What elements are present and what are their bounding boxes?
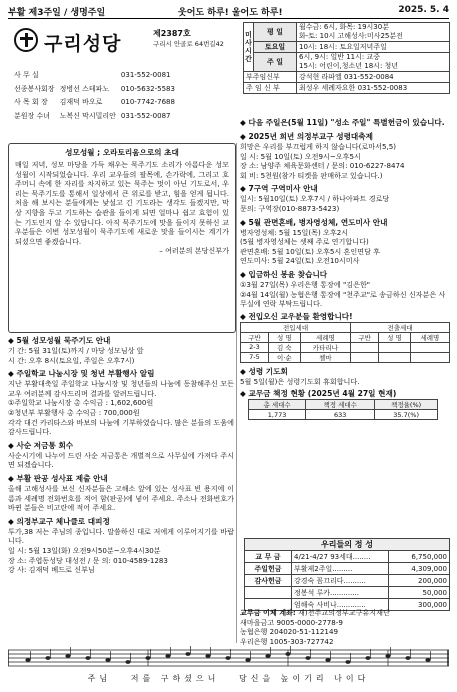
mass-row (244, 23, 450, 42)
church-logo (14, 26, 164, 56)
priest-role: 부주임신부 (244, 72, 297, 83)
staff-table (12, 68, 180, 124)
left-notice-body: 투가,38 저는 주님의 종입니다. 말씀하신 대로 저에게 이루어지기를 바랍니다. 일 시: 5월 13일(화) 오전9시50분~오후4시30분 장 소: 주엽동성당 대성전 / 문 의: 010-4589-1283 강 사: 김재덕 베드로 신부님 (8, 526, 234, 575)
staff-phone: 010-5632-5583 (120, 84, 175, 93)
church-name: 구리성당 (44, 33, 122, 55)
priest-info (297, 83, 450, 94)
move-col-header: 세례명 (410, 332, 449, 342)
priest-role: 주 임 신 부 (244, 83, 297, 94)
priest-phone: 031-552-0084 (344, 73, 394, 81)
finance-label: 교 무 금 (245, 551, 292, 563)
notice-prayer-body: 5월 5일(월)은 성령기도회 휴회합니다. (240, 376, 360, 386)
move-cell (379, 352, 411, 362)
staff-name: 정병선 스테파노 (59, 84, 110, 93)
staff-role: 분원장 수녀 (14, 111, 51, 120)
music-note (325, 658, 330, 662)
music-note (85, 656, 90, 660)
move-cell: 카타리나 (300, 342, 351, 352)
tithe-col-header: 책정 세대수 (306, 400, 375, 410)
move-cell: 7-5 (241, 352, 269, 362)
priest-phone: 031-552-0083 (357, 84, 408, 92)
finance-desc: 엄해숙 사비나............. (292, 599, 389, 611)
left-notice-body: 지난 부활대축일 주일학교 나눔시장 및 청년들의 나눔에 동참해주신 모든 교우 여러분께 감사드리며 결과를 알려드립니다. ①주일학교 나눔시장 총 수익금 : 1,602,600원 ②청년부 부활행사 총 수익금 : 700,000원 각각 대건 카리타스와 바보의 나눔에 기부하였습니다. 많은 분들의 도움에 감사드립니다. (8, 379, 234, 437)
move-cell (351, 342, 379, 352)
mass-side-char: 사 (245, 39, 252, 47)
finance-row (245, 551, 450, 563)
mass-side-char: 간 (245, 55, 252, 63)
mass-day: 토요일 (254, 42, 297, 53)
music-note (225, 656, 230, 660)
intro-signature: – 여러분의 본당신부가 (159, 246, 229, 256)
account-title: 교무금 이체 계좌: (240, 608, 296, 617)
finance-amount: 300,000 (389, 599, 450, 611)
left-notice-title: ◆ 사순 저금통 회수 (8, 440, 74, 450)
notice-prayer-title: ◆ 성령 기도회 (240, 366, 288, 376)
tithe-col-header: 총 세대수 (249, 400, 306, 410)
priest-name: 강석현 라파엘 (299, 73, 342, 81)
music-note (285, 652, 290, 656)
notice-district-mass-body: 일시: 5월10일(토) 오후7시 / 하나아파트 경로당 문의: 구역장(010-8873-5423) (240, 194, 390, 213)
music-note (205, 654, 210, 658)
music-note (145, 656, 150, 660)
mass-row (244, 42, 450, 53)
staff-row (14, 84, 178, 96)
music-note (105, 658, 110, 662)
mass-side-char: 미 (245, 31, 252, 39)
mass-row (244, 53, 450, 72)
tithe-value: 35.7(%) (375, 410, 438, 420)
notice-sacraments-body: 병자영성체: 5월 15일(목) 오후2시 (5월 병자영성체는 셋째 주로 연기합니다) 관면혼배: 5월 10일(토) 오후5시 혼인면담 후 연도미사: 5월 24일(토) 오전10시미사 (240, 227, 381, 266)
finance-amount: 200,000 (389, 575, 450, 587)
account-info (240, 608, 452, 646)
staff-phone: 010-7742-7688 (120, 98, 175, 106)
notice-vocation-sunday: ◆ 다음 주일은(5월 11일) "성소 주일" 특별헌금이 있습니다. (240, 118, 445, 127)
finance-desc: 강경숙 꼼끄리다.......... (292, 575, 389, 587)
left-notice-body: 올해 고해성사를 보신 신자분들은 고해소 앞에 있는 성사표 빈 용지에 이름과 세례명 전화번호를 적어 함(판공)에 넣어 주세요. 주소나 전화번호가 바뀐 분들은 비고란에 적어 주세요. (8, 483, 234, 513)
music-note (125, 660, 130, 664)
music-note (425, 658, 430, 662)
move-cell (410, 352, 449, 362)
music-note (65, 654, 70, 658)
music-note (45, 656, 50, 660)
column-divider (236, 143, 237, 643)
left-notice-title: ◆ 5월 성모성월 묵주기도 안내 (8, 336, 111, 345)
priest-name: 최성우 세례자요한 (299, 84, 356, 92)
account-line: 농협은행 204020-51-112149 (240, 627, 338, 637)
tithe-col-header: 책정율(%) (375, 400, 438, 410)
move-row (241, 342, 450, 352)
move-col-header: 성 명 (268, 332, 300, 342)
music-note (365, 656, 370, 660)
mass-day: 주 일 (254, 53, 297, 72)
staff-name: 노복신 막시밀리안 (59, 111, 116, 120)
right-notices (240, 118, 452, 420)
staff-name: 김재덕 바오로 (59, 98, 103, 106)
slogan: 웃어도 하루! 울어도 하루! (178, 8, 283, 18)
move-cell: 이·순 (268, 352, 300, 362)
finance-desc: 부활제2주일......... (292, 563, 389, 575)
finance-amount: 4,309,000 (389, 563, 450, 575)
account-line: 우리은행 1005-303-727742 (240, 636, 334, 646)
notice-spirit-festival-body: 희망은 우리를 부끄럽게 하지 않습니다(로마서5,5) 일 시: 5월 10일(토) 오전9시~오후5시 장 소: 남양주 체육문화센터 / 문의: 010-6227-8474 회 비: 5천원(참가 티켓을 판매하고 있습니다.) (240, 142, 405, 180)
music-note (25, 658, 30, 662)
tithe-table (248, 399, 438, 420)
notice-spirit-festival-title: ◆ 2025년 희년 의정부교구 성령대축제 (240, 132, 373, 141)
tithe-value: 1,773 (249, 410, 306, 420)
finance-row (245, 575, 450, 587)
finance-title: 우리들의 정 성 (245, 539, 450, 551)
notice-welcome-title: ◆ 전입오신 교우분들 환영합니다! (240, 311, 353, 321)
left-notice-title: ◆ 주일학교 나눔시장 및 청년 부활행사 알림 (8, 369, 155, 379)
move-in-table (240, 322, 450, 363)
finance-label: 감사헌금 (245, 575, 292, 587)
left-notice-body: 사순시기에 나누어 드린 사순 저금통은 개별적으로 사무실에 가져다 주시면 되겠습니다. (8, 450, 234, 470)
intro-body: 매일 저녁, 성모 마당을 가득 채우는 묵주기도 소리가 아름다운 성모성월이 시작되었습니다. 우리 교우들의 팔목에, 손가락에, 그리고 호주머니 속에 한 자리를 차지하고 있는 묵주는 멋이 아닌 기도로서, 우리는 묵주기도를 통해서 일상에서 큰 위로를 받고, 힘을 얻게 됩니다. 처음 해 보시는 분들에게는 낯설고 긴 기도라는 생각도 들겠지만, 막상 지향을 두고 기도하는 습관을 들이게 되면 얼마나 쉽고 효험이 있는 기도인지 알 수 있답니다. 아직 묵주기도에 맛을 들이지 못하신 교우분들은 이번 성모성월이 묵주기도에 새로운 맛을 들이시는 계기가 되셨으면 좋겠습니다. (15, 160, 229, 246)
priest-row (244, 83, 450, 94)
finance-amount: 50,000 (389, 587, 450, 599)
move-cell (410, 342, 449, 352)
staff-role: 사 무 실 (14, 71, 39, 79)
finance-row (245, 563, 450, 575)
mass-times: 10시: 18시: 토요일저녁주일 (297, 42, 450, 53)
finance-amount: 6,750,000 (389, 551, 450, 563)
left-notices (8, 336, 234, 579)
move-out-header: 전출세대 (351, 322, 450, 332)
issue-date: 2025. 5. 4 (398, 5, 449, 15)
music-note (345, 660, 350, 664)
staff-row (14, 111, 178, 123)
mass-side-char: 시 (245, 47, 252, 55)
notice-district-mass-title: ◆ 7구역 구역미사 안내 (240, 184, 318, 194)
move-cell: 김 숙 (268, 342, 300, 352)
account-owner: 재)천주교의정부교구유지재단 (298, 608, 390, 617)
tithe-value: 633 (306, 410, 375, 420)
staff-phone: 031-552-0087 (120, 111, 171, 120)
move-col-header: 구반 (241, 332, 269, 342)
music-note (245, 658, 250, 662)
move-cell (379, 342, 411, 352)
left-notice-title: ◆ 의정부교구 체나클로 대피정 (8, 516, 110, 526)
staff-name (60, 70, 119, 82)
move-cell: 첼마 (300, 352, 351, 362)
staff-row (14, 97, 178, 109)
move-row (241, 352, 450, 362)
notice-deposit-title: ◆ 입금하신 봉윤 찾습니다 (240, 269, 328, 279)
notice-tithe-title: ◆ 교무금 책정 현황 (2025년 4월 27일 현재) (240, 389, 397, 399)
move-col-header: 세례명 (300, 332, 351, 342)
priest-info (297, 72, 450, 83)
finance-desc: 정봉석 루카............. (292, 587, 389, 599)
mass-side-label (244, 23, 254, 72)
music-note (385, 654, 390, 658)
finance-table (244, 538, 450, 611)
cross-logo-icon (14, 28, 38, 52)
finance-label (245, 587, 292, 599)
finance-desc: 4/21-4/27 93세대........ (292, 551, 389, 563)
church-address: 구리시 안골로 64번길42 (153, 40, 224, 48)
music-note (305, 656, 310, 660)
liturgical-title: 부활 제3주일 / 생명주일 (8, 8, 106, 18)
staff-role: 선종봉사회장 (14, 84, 55, 93)
notice-deposit-body: ①3월 27일(목) 우리은행 통장에 "김은한" ②4월 14일(월) 농협은행 통장에 "천주교"로 송금하신 신자분은 사무실에 연락 부탁드립니다. (240, 279, 446, 309)
move-in-header: 전입세대 (241, 322, 351, 332)
mass-schedule (243, 22, 450, 94)
staff-role: 사 목 회 장 (14, 98, 48, 106)
move-cell (351, 352, 379, 362)
music-note (185, 652, 190, 656)
move-col-header: 성 명 (379, 332, 411, 342)
notice-sacraments-title: ◆ 5월 관면혼배, 병자영성체, 연도미사 안내 (240, 217, 388, 227)
mass-times: 6시, 9시: 일반 11시: 교중 15시: 어린이,청소년 18시: 청년 (297, 53, 450, 72)
issue-number: 제2387호 (153, 29, 191, 38)
music-note (165, 654, 170, 658)
music-footer (8, 646, 449, 686)
staff-phone: 031-552-0081 (120, 71, 171, 79)
mass-day: 평 일 (254, 23, 297, 42)
intro-box (8, 143, 236, 333)
left-notice-body: 기 간: 5월 31일(토)까지 / 마당 성모님상 앞 시 간: 오후 8시(토요일, 주일은 오후7시) (8, 346, 144, 365)
intro-title: 성모성월 ; 오라토리움으로의 초대 (65, 148, 179, 157)
music-note (265, 654, 270, 658)
staff-row (14, 70, 178, 82)
music-note (405, 656, 410, 660)
finance-label: 주일헌금 (245, 563, 292, 575)
account-line: 새마을금고 9005-0000-2778-9 (240, 617, 343, 627)
music-staff-icon (8, 646, 449, 672)
move-cell: 2-3 (241, 342, 269, 352)
top-bar (8, 4, 449, 19)
mass-times: 월수금: 6시, 화목: 19시30분 화-토: 10시 고해성사:미사25분전 (297, 23, 450, 42)
move-col-header: 구반 (351, 332, 379, 342)
finance-row (245, 587, 450, 599)
left-notice-title: ◆ 부활 판공 성사표 제출 안내 (8, 473, 108, 483)
hymn-lyrics: 주님 저를 구하셨으니 당신을 높이기리 나이다 (87, 674, 370, 683)
priest-row (244, 72, 450, 83)
